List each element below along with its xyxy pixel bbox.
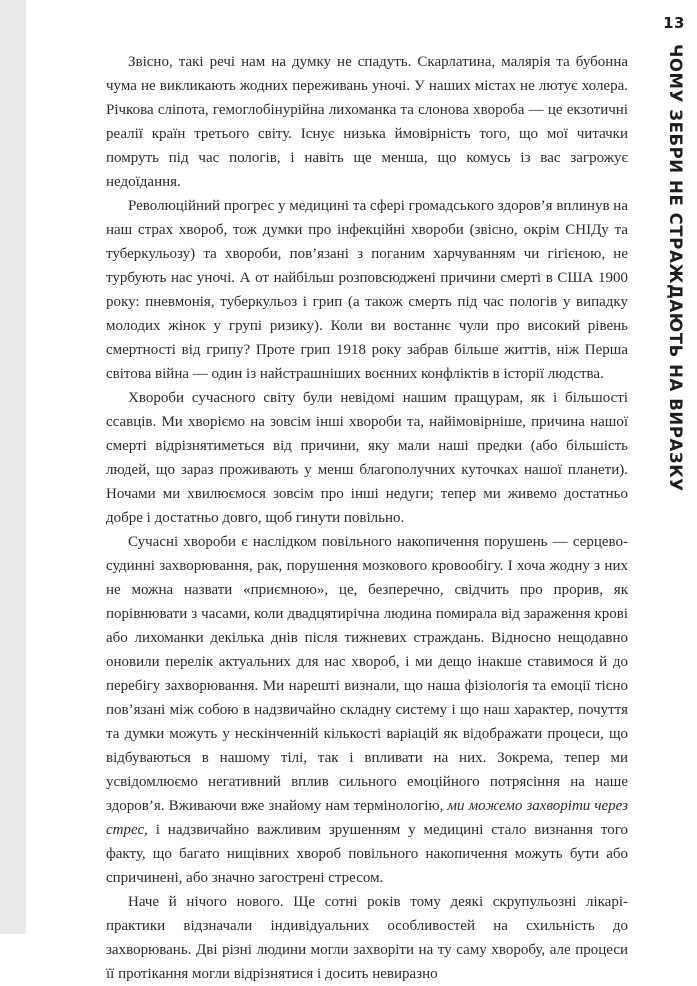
paragraph-1: Звісно, такі речі нам на думку не спадуть. Скарлатина, малярія та бубонна чума не викликають жодних переживань уночі. У наших містах не лютує холера. Річкова сліпота, гемоглобінурійна лихоманка та слонова хвороба — це екзотичні реалії країн третього світу. Існує низька ймовірність того, що мої читачки помруть під час пологів, і навіть ще менша, що комусь із вас загрожує недоїдання. xyxy=(106,54,628,190)
paragraph-4-emphasis: ми можемо захворіти через стрес xyxy=(106,798,628,838)
paragraph-2: Революційний прогрес у медицині та сфері громадського здоров’я вплинув на наш страх хвороб, тож думки про інфекційні хвороби (звісно, окрім СНІДу та туберкульозу) та хвороби, пов’язані з поганим харчуванням чи гігієною, не турбують нас уночі. А от найбільш розповсюджені причини смерті в США 1900 року: пневмонія, туберкульоз і грип (а також смерть під час пологів у випадку молодих жінок у групі ризику). Коли ви востаннє чули про високий рівень смертності від грипу? Проте грип 1918 року забрав більше життів, ніж Перша світова війна — один із найстрашніших воєнних конфліктів в історії людства. xyxy=(106,198,628,382)
paragraph-4-text-before: Сучасні хвороби є наслідком повільного накопичення порушень — серцево-судинні захворювання, рак, порушення мозкового кровообігу. І хоча жодну з них не можна назвати «приємною», це, безперечно, свідчить про прорив, як порівнювати з часами, коли двадцятирічна людина помирала від зараження крові або лихоманки декілька днів після тижневих страждань. Відносно нещодавно оновили перелік актуальних для нас хвороб, і ми дещо інакше ставимося й до перебігу захворювання. Ми нарешті визнали, що наша фізіологія та емоції тісно пов’язані між собою в надзвичайно складну систему і що наш характер, почуття та думки можуть у нескінченній кількості варіацій як відображати процеси, що відбуваються в нашому тілі, так і впливати на них. Зокрема, тепер ми усвідомлюємо негативний вплив сильного емоційного потрясіння на наше здоров’я. Вживаючи вже знайому нам термінологію, xyxy=(106,534,628,814)
paragraph-4-text-after: , і надзвичайно важливим зрушенням у медицині стало визнання того факту, що багато нищівних хвороб повільного накопичення можуть бути або спричинені, або значно загострені стресом. xyxy=(106,822,628,886)
paragraph-4 xyxy=(106,530,628,890)
paragraph-5: Наче й нічого нового. Ще сотні років тому деякі скрупульозні лікарі-практики відзначали індивідуальних особливостей на схильність до захворювань. Дві різні людини могли захворіти на ту саму хворобу, але процеси її протікання могли відрізнятися і досить невиразно xyxy=(106,894,628,982)
paragraph-3: Хвороби сучасного світу були невідомі нашим пращурам, як і більшості ссавців. Ми хворіємо на зовсім інші хвороби та, найімовірніше, причина нашої смерті відрізнятиметься від причини, яку мали наші предки (або більшість людей, що зараз проживають у менш благополучних куточках нашої планети). Ночами ми хвилюємося зовсім про інші недуги; тепер ми живемо достатньо добре і достатньо довго, щоб гинути повільно. xyxy=(106,390,628,526)
body-text xyxy=(106,50,628,986)
running-head: ЧОМУ ЗЕБРИ НЕ СТРАЖДАЮТЬ НА ВИРАЗКУ xyxy=(666,44,685,492)
page-gutter-shade xyxy=(0,0,26,934)
page-number: 13 xyxy=(663,14,685,32)
